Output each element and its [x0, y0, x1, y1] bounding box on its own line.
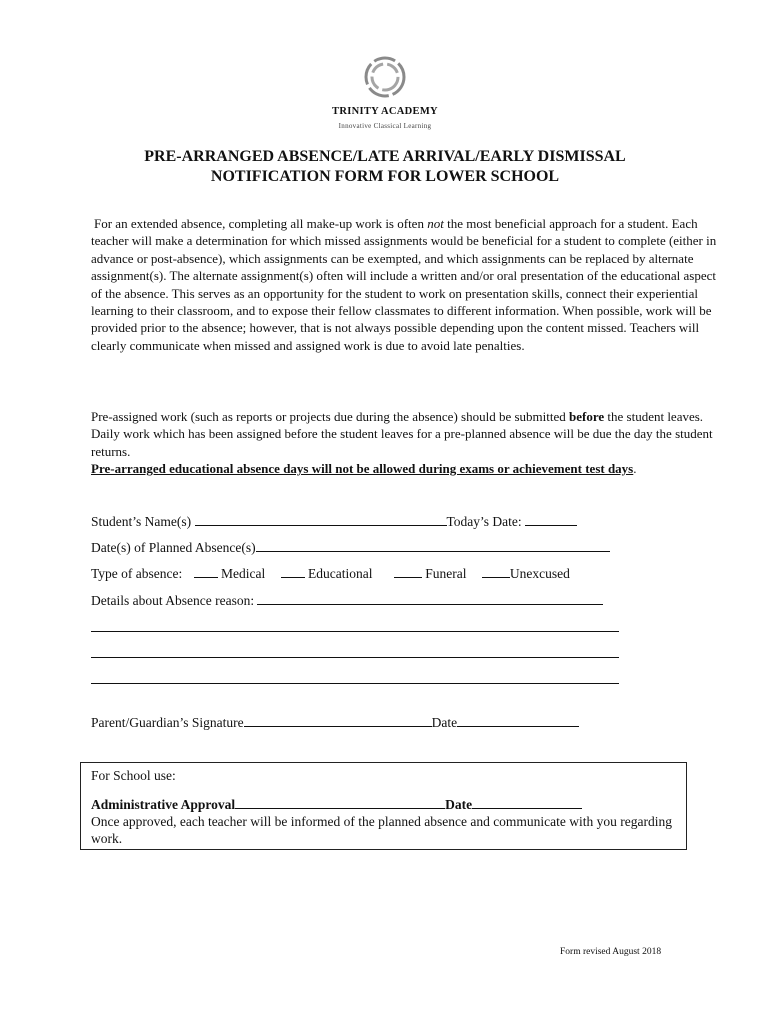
preassigned-text-start: Pre-assigned work (such as reports or projects due during the absence) should be submitted: [91, 409, 569, 424]
signature-date-label: Date: [431, 715, 458, 730]
preassigned-text-rest: the student leaves. Daily work which has been assigned before the student leaves for a pre-planned absence will be due the day the student returns.: [91, 409, 713, 459]
unexcused-checkbox[interactable]: [482, 564, 510, 578]
preassigned-paragraph: [91, 408, 719, 478]
planned-dates-label: Date(s) of Planned Absence(s): [91, 540, 256, 555]
revision-note: Form revised August 2018: [560, 947, 662, 957]
intro-emphasis: not: [427, 216, 444, 231]
form-title: [60, 147, 710, 187]
exam-rule-end: .: [633, 461, 637, 477]
intro-paragraph: [91, 215, 719, 354]
details-label: Details about Absence reason:: [91, 593, 255, 608]
form-title-line2: NOTIFICATION FORM FOR LOWER SCHOOL: [210, 168, 560, 185]
details-field-line3[interactable]: [91, 657, 619, 658]
student-name-label: Student’s Name(s): [91, 514, 192, 529]
exam-rule: Pre-arranged educational absence days will not be allowed during exams or achievement test days: [91, 461, 634, 477]
educational-option-label: Educational: [308, 566, 373, 581]
planned-dates-row: [91, 538, 610, 556]
details-row: [91, 591, 603, 609]
preassigned-emphasis: before: [569, 409, 605, 424]
approval-row: [91, 795, 582, 813]
org-tagline: Innovative Classical Learning: [338, 122, 432, 130]
org-name: TRINITY ACADEMY: [332, 106, 438, 117]
todays-date-label: Today’s Date:: [446, 514, 522, 529]
educational-checkbox[interactable]: [281, 564, 305, 578]
student-name-field[interactable]: [195, 512, 447, 526]
details-field-line2[interactable]: [91, 631, 619, 632]
details-field-line4[interactable]: [91, 683, 619, 684]
approval-date-label: Date: [445, 797, 473, 812]
funeral-checkbox[interactable]: [394, 564, 422, 578]
unexcused-option-label: Unexcused: [509, 566, 570, 581]
approval-field[interactable]: [235, 795, 445, 809]
ring-logo-icon: [362, 54, 408, 100]
approval-label: Administrative Approval: [91, 797, 236, 812]
signature-label: Parent/Guardian’s Signature: [91, 715, 244, 730]
todays-date-field[interactable]: [525, 512, 577, 526]
intro-text-rest: the most beneficial approach for a student. Each teacher will make a determination for which missed assignments would be beneficial for a student to complete (either in advance or post-absence), which assignments can be exempted, and which assignments can be replaced by alternate assignment(s). The alternate assignment(s) often will include a written and/or oral presentation of the educational aspect of the absence. This serves as an opportunity for the student to work on presentation skills, connect their experiential learning to their classroom, and to expose their fellow classmates to different information. When possible, work will be provided prior to the absence; however, that is not always possible depending upon the content missed. Teachers will clearly communicate when missed and assigned work is due to avoid late penalties.: [91, 216, 717, 353]
details-field-line1[interactable]: [257, 591, 603, 605]
school-use-heading: For School use:: [91, 768, 176, 783]
approval-date-field[interactable]: [472, 795, 582, 809]
form-title-line1: PRE-ARRANGED ABSENCE/LATE ARRIVAL/EARLY DISMISSAL: [144, 148, 626, 165]
signature-field[interactable]: [244, 713, 432, 727]
absence-type-row: [91, 564, 570, 582]
medical-option-label: Medical: [221, 566, 266, 581]
funeral-option-label: Funeral: [425, 566, 467, 581]
school-use-box: [80, 762, 687, 850]
approval-note: Once approved, each teacher will be informed of the planned absence and communicate with you regarding work.: [91, 814, 673, 846]
medical-checkbox[interactable]: [194, 564, 218, 578]
planned-dates-field[interactable]: [256, 538, 610, 552]
intro-text-start: For an extended absence, completing all make-up work is often: [94, 216, 428, 231]
student-name-row: [91, 512, 577, 530]
signature-row: [91, 713, 579, 731]
absence-type-label: Type of absence:: [91, 566, 183, 581]
signature-date-field[interactable]: [457, 713, 579, 727]
